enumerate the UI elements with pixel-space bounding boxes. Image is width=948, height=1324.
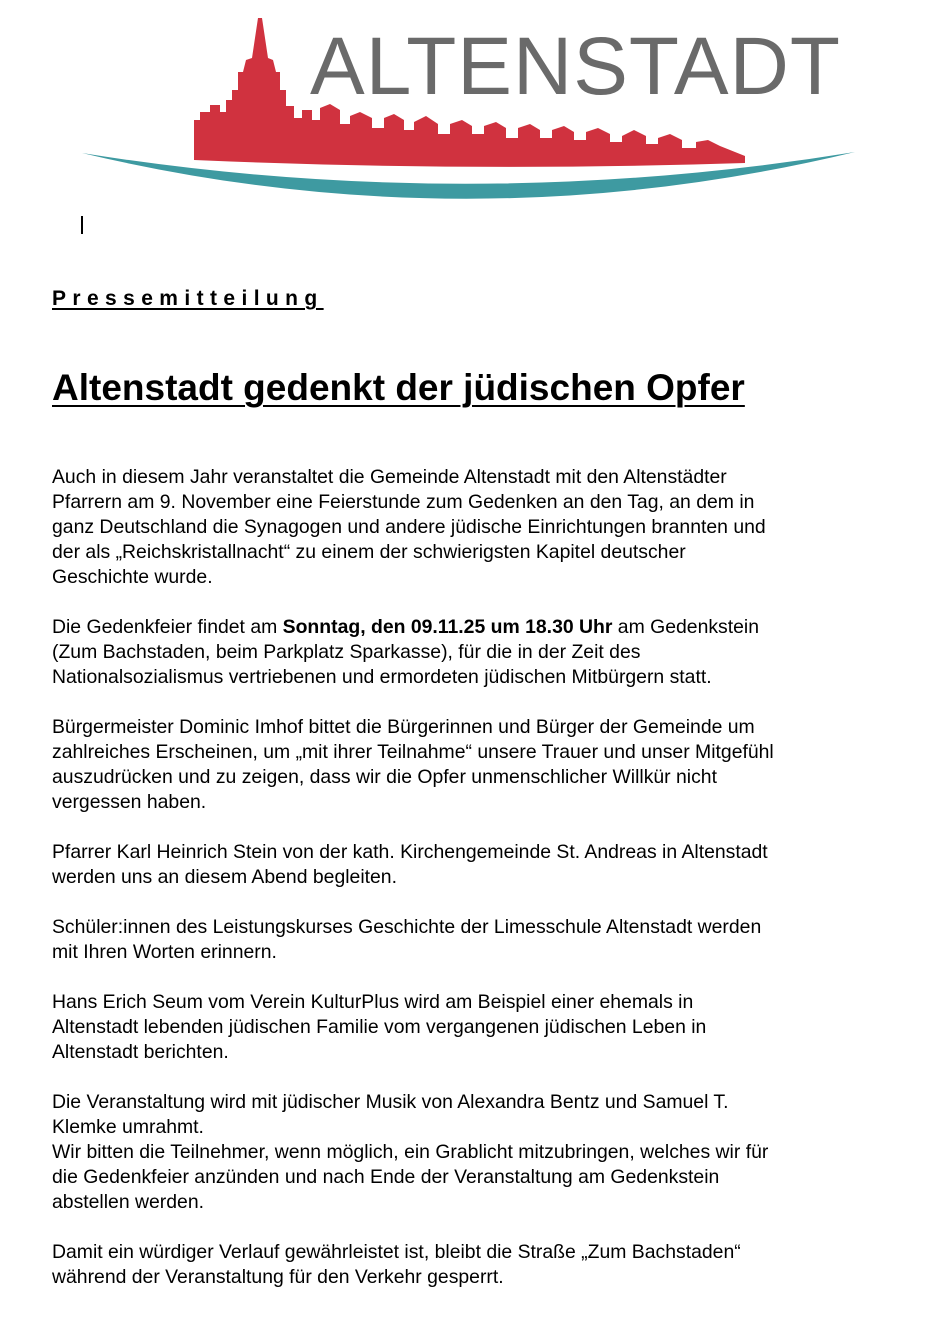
- text-line: mit Ihren Worten erinnern.: [52, 941, 277, 963]
- paragraph-music: [52, 1090, 902, 1215]
- altenstadt-logo: [0, 0, 948, 230]
- event-date-time: Sonntag, den 09.11.25 um 18.30 Uhr: [282, 616, 613, 638]
- date-intro-text: Die Gedenkfeier findet am: [52, 616, 283, 638]
- text-line: während der Veranstaltung für den Verkehr gesperrt.: [52, 1266, 504, 1288]
- text-line: abstellen werden.: [52, 1191, 204, 1213]
- paragraph-kulturplus: [52, 990, 902, 1065]
- paragraph-mayor: [52, 715, 902, 815]
- press-release-label: Pressemitteilung: [52, 287, 324, 310]
- text-line: Nationalsozialismus vertriebenen und ermordeten jüdischen Mitbürgern statt.: [52, 666, 712, 688]
- text-line: Schüler:innen des Leistungskurses Geschichte der Limesschule Altenstadt werden: [52, 916, 762, 938]
- text-line: Klemke umrahmt.: [52, 1116, 204, 1138]
- paragraph-students: [52, 915, 902, 965]
- text-line: der als „Reichskristallnacht“ zu einem der schwierigsten Kapitel deutscher: [52, 541, 686, 563]
- page-title: Altenstadt gedenkt der jüdischen Opfer: [52, 367, 745, 408]
- text-line: auszudrücken und zu zeigen, dass wir die Opfer unmenschlicher Willkür nicht: [52, 766, 717, 788]
- text-line: ganz Deutschland die Synagogen und andere jüdische Einrichtungen brannten und: [52, 516, 766, 538]
- text-line: [52, 615, 902, 640]
- date-location-text: am Gedenkstein: [612, 616, 760, 638]
- text-line: Pfarrer Karl Heinrich Stein von der kath. Kirchengemeinde St. Andreas in Altenstadt: [52, 841, 768, 863]
- text-line: vergessen haben.: [52, 791, 207, 813]
- text-line: Damit ein würdiger Verlauf gewährleistet ist, bleibt die Straße „Zum Bachstaden“: [52, 1241, 741, 1263]
- text-line: Hans Erich Seum vom Verein KulturPlus wird am Beispiel einer ehemals in: [52, 991, 694, 1013]
- logo-wordmark: ALTENSTADT: [310, 21, 841, 112]
- text-line: Geschichte wurde.: [52, 566, 213, 588]
- paragraph-intro: [52, 465, 902, 590]
- text-line: Wir bitten die Teilnehmer, wenn möglich, ein Grablicht mitzubringen, welches wir für: [52, 1141, 769, 1163]
- text-line: (Zum Bachstaden, beim Parkplatz Sparkasse), für die in der Zeit des: [52, 641, 641, 663]
- text-line: die Gedenkfeier anzünden und nach Ende der Veranstaltung am Gedenkstein: [52, 1166, 720, 1188]
- document-body: [52, 465, 902, 1315]
- text-cursor: [81, 216, 83, 234]
- text-line: Bürgermeister Dominic Imhof bittet die Bürgerinnen und Bürger der Gemeinde um: [52, 716, 755, 738]
- text-line: werden uns an diesem Abend begleiten.: [52, 866, 397, 888]
- paragraph-road-closure: [52, 1240, 902, 1290]
- paragraph-date: [52, 615, 902, 690]
- text-line: Auch in diesem Jahr veranstaltet die Gemeinde Altenstadt mit den Altenstädter: [52, 466, 727, 488]
- paragraph-pastor: [52, 840, 902, 890]
- text-line: Altenstadt lebenden jüdischen Familie vom vergangenen jüdischen Leben in: [52, 1016, 707, 1038]
- text-line: Die Veranstaltung wird mit jüdischer Musik von Alexandra Bentz und Samuel T.: [52, 1091, 729, 1113]
- text-line: zahlreiches Erscheinen, um „mit ihrer Teilnahme“ unsere Trauer und unser Mitgefühl: [52, 741, 774, 763]
- text-line: Pfarrern am 9. November eine Feierstunde zum Gedenken an den Tag, an dem in: [52, 491, 755, 513]
- text-line: Altenstadt berichten.: [52, 1041, 229, 1063]
